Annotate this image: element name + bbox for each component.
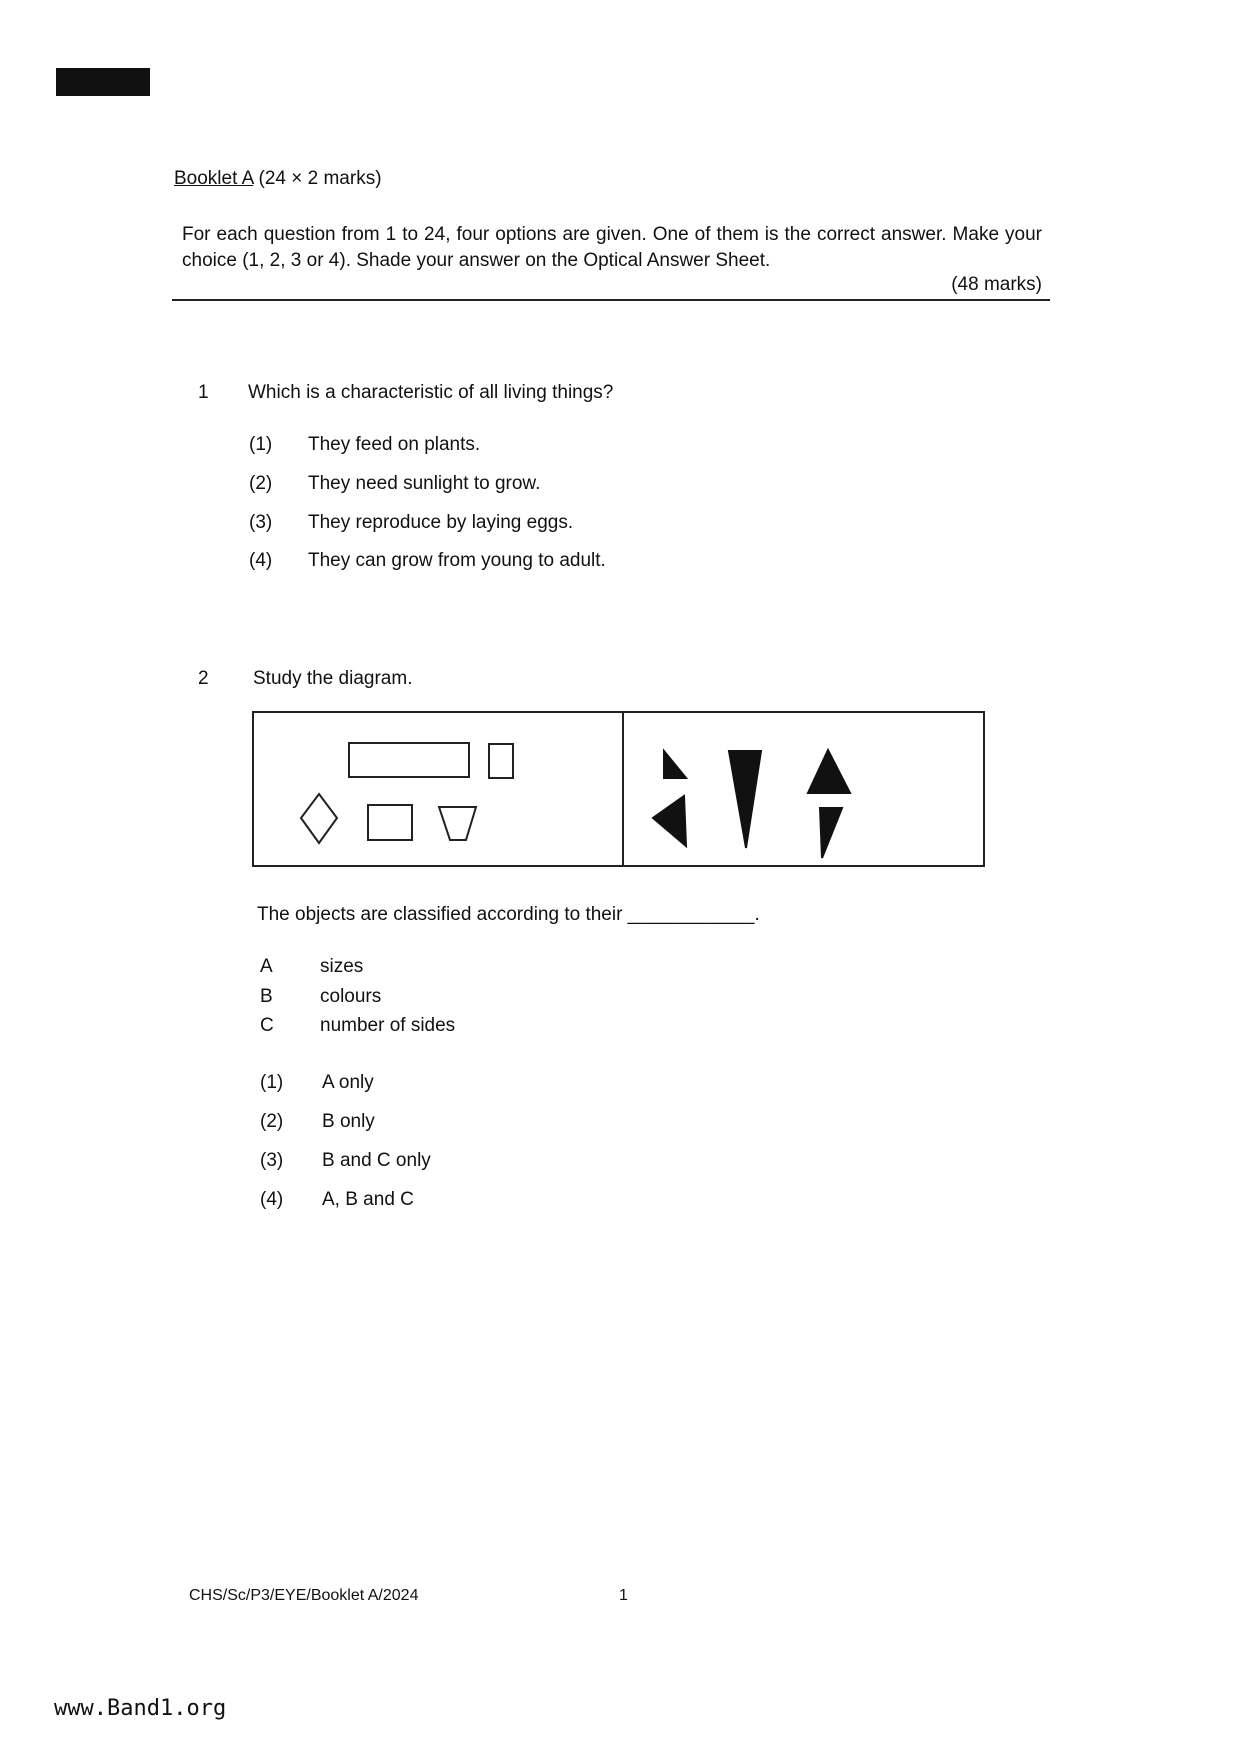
tall-triangle-shape <box>729 751 761 848</box>
right-triangle-shape <box>664 751 686 778</box>
q2-opt4-text: A, B and C <box>322 1189 414 1210</box>
watermark-url: www.Band1.org <box>54 1696 227 1721</box>
q2-opt1-num: (1) <box>260 1072 284 1093</box>
divider <box>172 299 1050 301</box>
up-triangle-shape <box>808 750 850 793</box>
statement-a-letter: A <box>260 956 273 977</box>
q2-opt2-text: B only <box>322 1111 375 1132</box>
page-number: 1 <box>619 1587 628 1604</box>
q2-number: 2 <box>198 668 209 689</box>
q2-opt3-num: (3) <box>260 1150 284 1171</box>
square-shape <box>368 805 412 840</box>
q2-opt2-num: (2) <box>260 1111 284 1132</box>
booklet-label: Booklet A <box>174 168 254 189</box>
instructions: For each question from 1 to 24, four options are given. One of them is the correct answer. Make your choice (1, 2, 3 or 4). Shade your answer on the Optical Answer Sheet. <box>182 224 1042 271</box>
q1-opt3-num: (3) <box>249 512 273 533</box>
total-marks: (48 marks) <box>951 274 1042 295</box>
q1-opt1-text: They feed on plants. <box>308 434 481 455</box>
statement-c-letter: C <box>260 1015 274 1036</box>
redaction-box <box>56 68 150 96</box>
q1-opt1-num: (1) <box>249 434 273 455</box>
q1-number: 1 <box>198 382 209 403</box>
q1-text: Which is a characteristic of all living things? <box>248 382 614 403</box>
q1-opt4-num: (4) <box>249 550 273 571</box>
statement-a-text: sizes <box>320 956 364 977</box>
q2-opt3-text: B and C only <box>322 1150 431 1171</box>
q1-opt2-num: (2) <box>249 473 273 494</box>
q2-stem: The objects are classified according to their ____________. <box>257 904 760 925</box>
statement-b-letter: B <box>260 986 273 1007</box>
q1-opt2-text: They need sunlight to grow. <box>308 473 541 494</box>
shapes-diagram <box>252 711 985 867</box>
statement-c-text: number of sides <box>320 1015 456 1036</box>
diamond-shape <box>301 794 337 843</box>
shapes-svg <box>254 713 983 865</box>
small-down-triangle-shape <box>820 808 842 858</box>
q1-opt3-text: They reproduce by laying eggs. <box>308 512 574 533</box>
q2-opt1-text: A only <box>322 1072 374 1093</box>
marks-summary: (24 × 2 marks) <box>253 168 382 189</box>
statement-b-text: colours <box>320 986 382 1007</box>
q1-opt4-text: They can grow from young to adult. <box>308 550 606 571</box>
q2-opt4-num: (4) <box>260 1189 284 1210</box>
left-triangle-shape <box>653 796 686 846</box>
section-title <box>174 168 382 190</box>
trapezium-shape <box>439 807 476 840</box>
small-rectangle-shape <box>489 744 513 778</box>
footer-code: CHS/Sc/P3/EYE/Booklet A/2024 <box>189 1587 419 1604</box>
rectangle-shape <box>349 743 469 777</box>
q2-text: Study the diagram. <box>253 668 413 689</box>
